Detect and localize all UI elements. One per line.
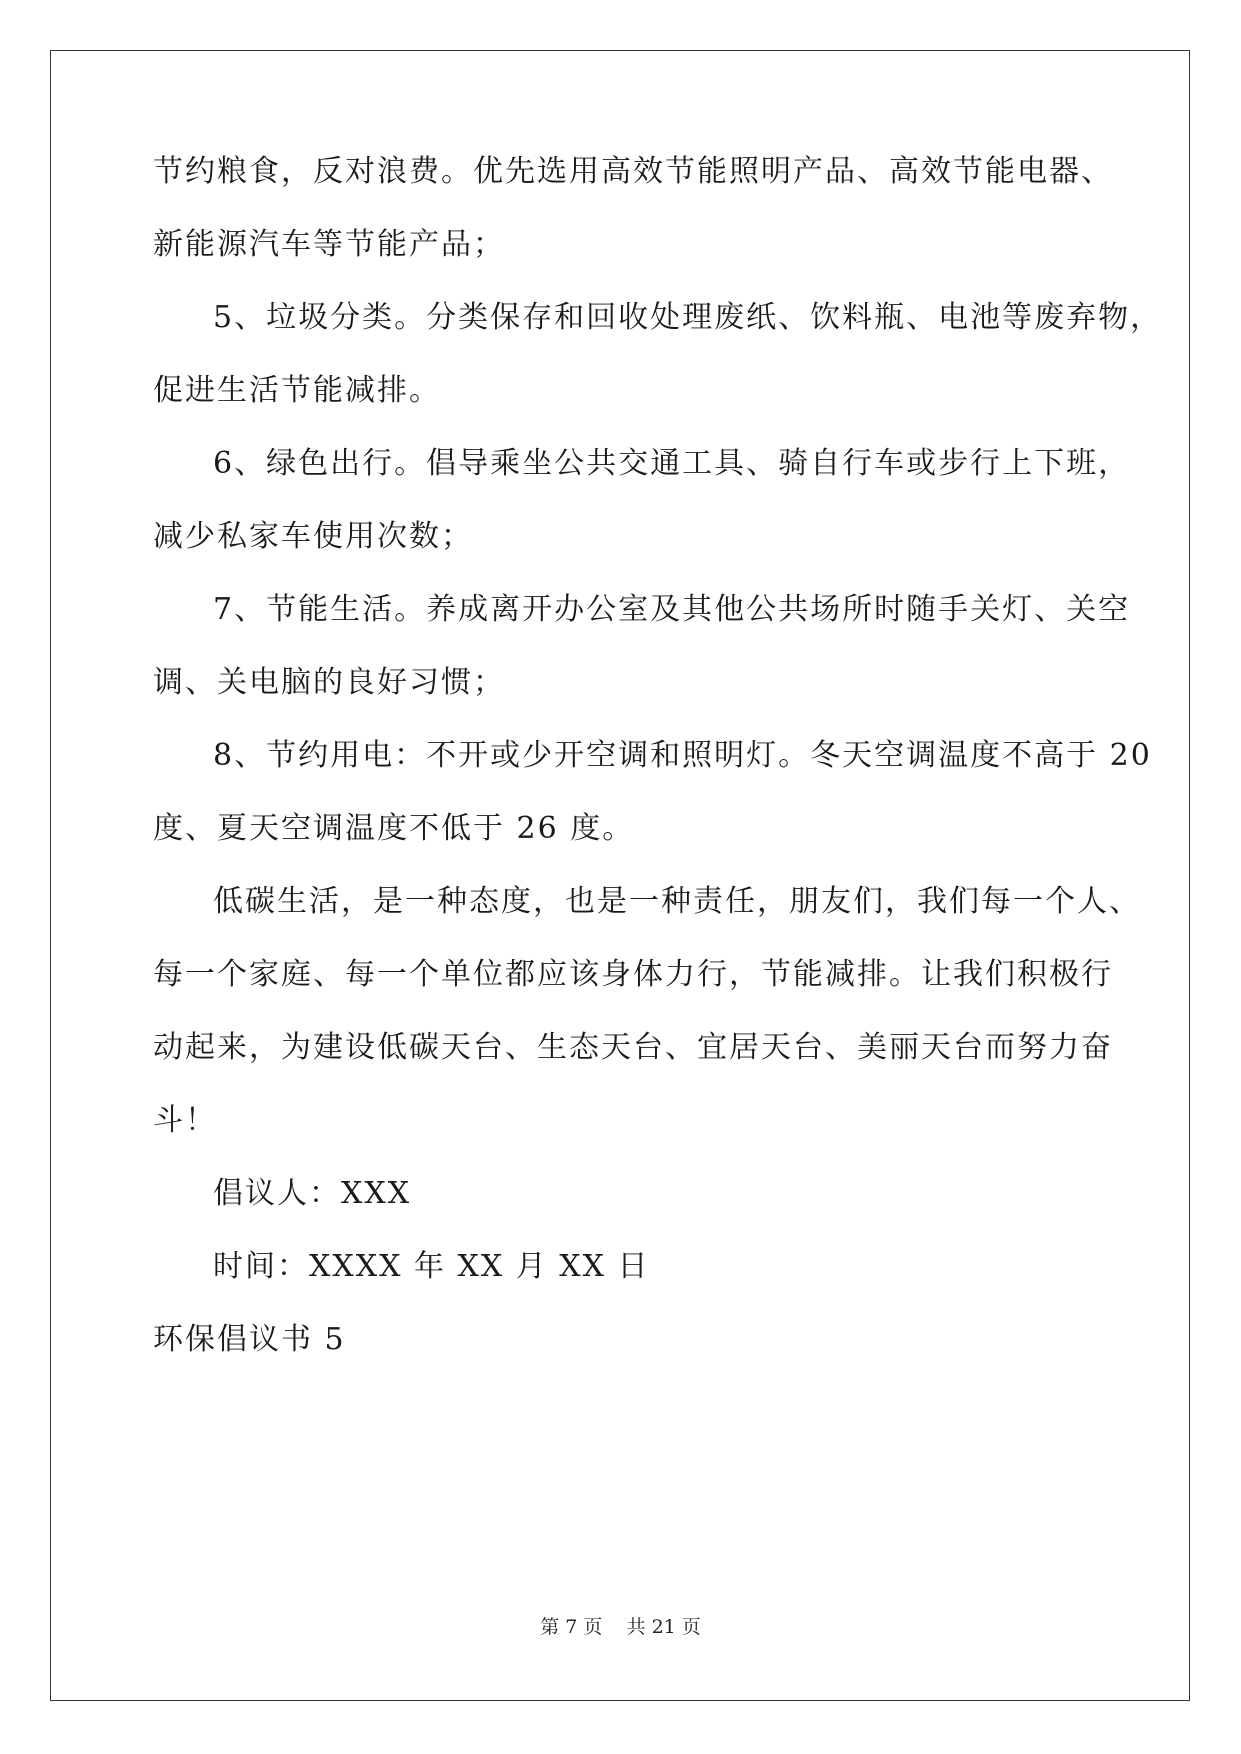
- text-line-2: 新能源汽车等节能产品；: [153, 227, 505, 262]
- text-line-1: 节约粮食，反对浪费。优先选用高效节能照明产品、高效节能电器、: [153, 154, 1113, 189]
- text-line-9: 8、节约用电：不开或少开空调和照明灯。冬天空调温度不高于 20: [213, 738, 1152, 773]
- text-line-10: 度、夏天空调温度不低于 26 度。: [153, 811, 635, 846]
- section-heading: 环保倡议书 5: [153, 1322, 346, 1357]
- page-total: 共 21 页: [626, 1616, 701, 1638]
- text-line-4: 促进生活节能减排。: [153, 373, 441, 408]
- page-footer: [0, 1615, 1241, 1639]
- text-line-11: 低碳生活，是一种态度，也是一种责任，朋友们，我们每一个人、: [213, 884, 1141, 919]
- text-line-7: 7、节能生活。养成离开办公室及其他公共场所时随手关灯、关空: [213, 592, 1131, 627]
- text-line-12: 每一个家庭、每一个单位都应该身体力行，节能减排。让我们积极行: [153, 957, 1113, 992]
- date-line: 时间：XXXX 年 XX 月 XX 日: [213, 1249, 650, 1284]
- text-line-6: 减少私家车使用次数；: [153, 519, 473, 554]
- text-line-5: 6、绿色出行。倡导乘坐公共交通工具、骑自行车或步行上下班，: [213, 446, 1131, 481]
- text-line-8: 调、关电脑的良好习惯；: [153, 665, 505, 700]
- proposer-line: 倡议人：XXX: [213, 1176, 412, 1211]
- text-line-3: 5、垃圾分类。分类保存和回收处理废纸、饮料瓶、电池等废弃物，: [213, 300, 1163, 335]
- text-line-13: 动起来，为建设低碳天台、生态天台、宜居天台、美丽天台而努力奋: [153, 1030, 1113, 1065]
- text-line-14: 斗！: [153, 1103, 217, 1138]
- page-number: 第 7 页: [540, 1616, 603, 1638]
